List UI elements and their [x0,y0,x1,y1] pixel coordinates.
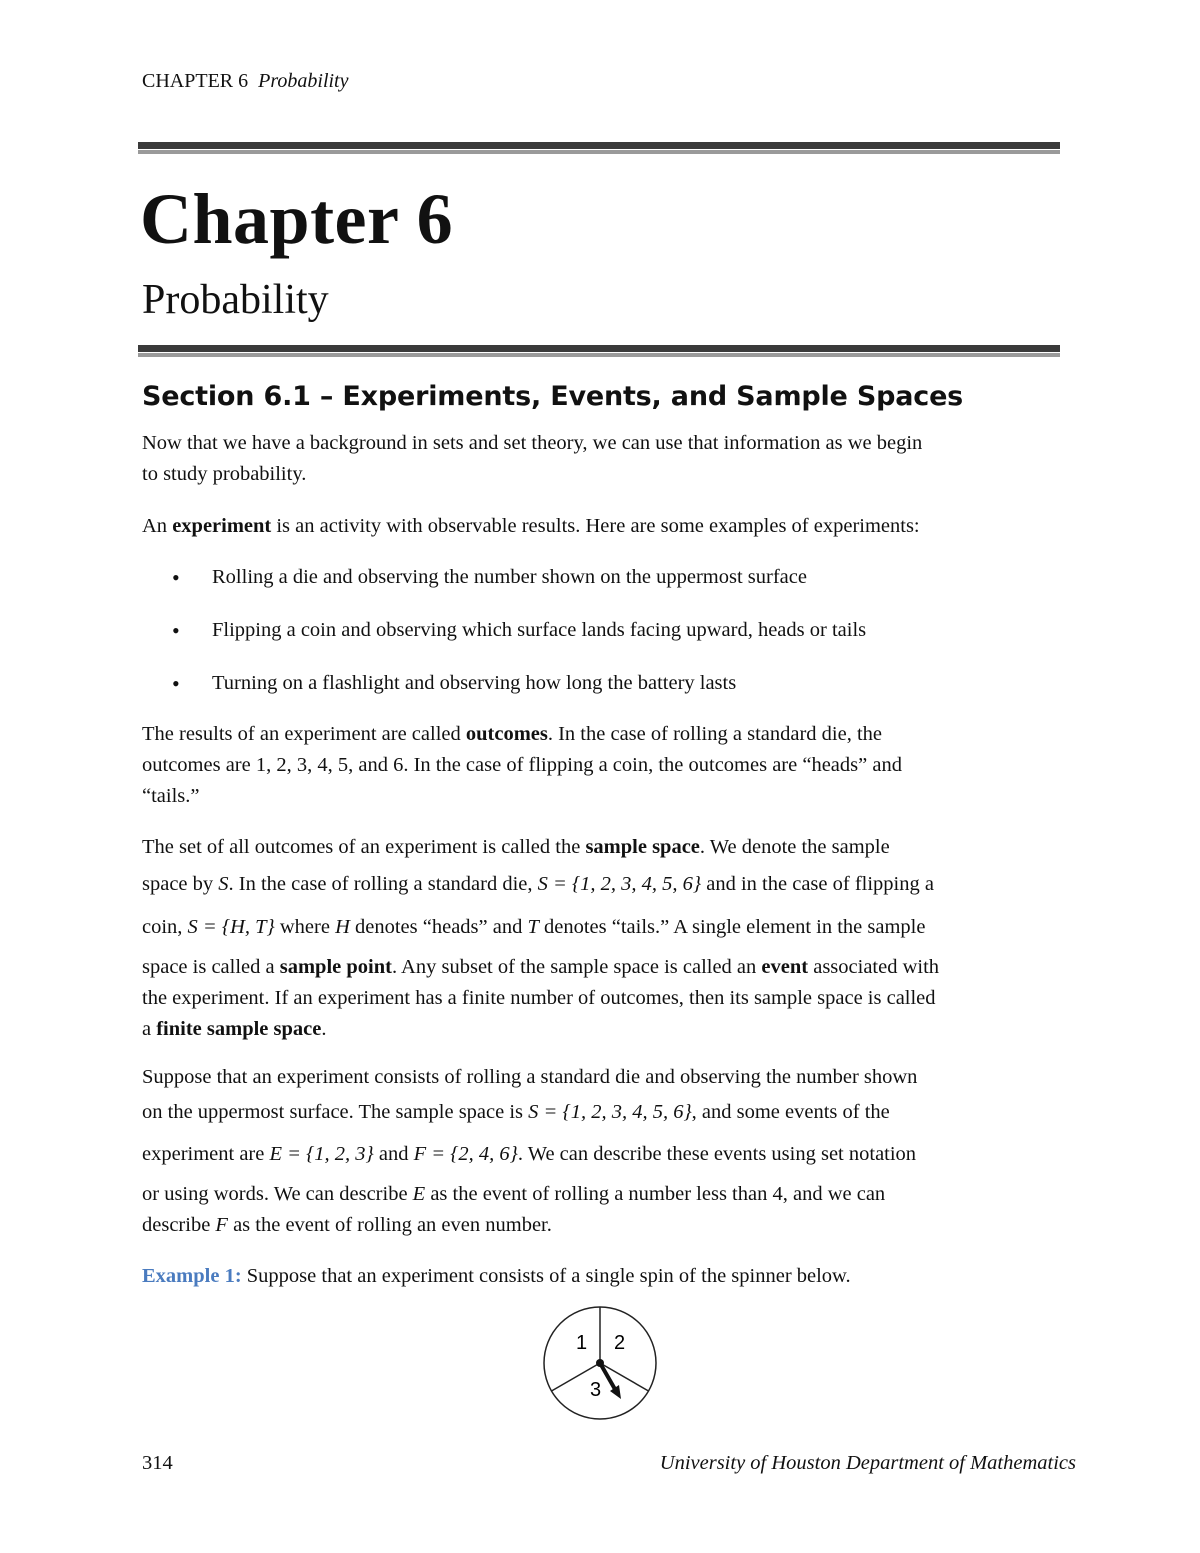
sp-text-7: as the event of rolling a number less than 4, and we can [425,1183,886,1205]
footer-institution: University of Houston Department of Mathematics [659,1452,1076,1474]
bottom-rule [138,345,1060,357]
sp-text-3: experiment are [142,1143,270,1165]
sp-text: on the uppermost surface. The sample space is [142,1101,529,1123]
die-events-line-5 [142,1210,1062,1241]
event-set-e: E = {1, 2, 3} [269,1143,374,1165]
event-term: event [761,956,809,978]
ss-var-s: S [218,873,229,895]
intro-line-1: Now that we have a background in sets and set theory, we can use that information as we begin [142,432,923,454]
outcomes-text-2: . In the case of rolling a standard die, the [547,723,883,745]
ss-text-4: . In the case of rolling a standard die, [228,873,538,895]
ss-var-h: H [335,916,350,938]
outcomes-text: The results of an experiment are called [142,723,466,745]
spinner-label-1: 1 [576,1332,588,1354]
ss-text: The set of all outcomes of an experiment is called the [142,836,586,858]
list-item: • Rolling a die and observing the number shown on the uppermost surface [172,562,866,615]
finite-sample-space-term: finite sample space [156,1018,322,1040]
running-head-topic: Probability [258,70,349,92]
die-events-line-4 [142,1179,1062,1210]
intro-paragraph [142,428,1062,490]
sp-var-f: F [215,1214,228,1236]
die-sample-space-set: S = {1, 2, 3, 4, 5, 6} [537,873,702,895]
ss-text-7: where [274,916,336,938]
top-rule [138,142,1060,154]
ss-text-6: coin, [142,916,188,938]
ss-text-5: and in the case of flipping a [701,873,934,895]
sp-text-8: describe [142,1214,216,1236]
sp-var-e: E [412,1183,426,1205]
experiment-paragraph [142,511,1062,542]
outcomes-line-3: “tails.” [142,785,200,807]
coin-sample-space-set: S = {H, T} [187,916,275,938]
ss-text-12: associated with [808,956,940,978]
intro-line-2: to study probability. [142,463,307,485]
outcomes-term: outcomes [465,723,548,745]
sp-text-4: and [373,1143,414,1165]
experiment-text: An [142,515,173,537]
spinner-label-3: 3 [590,1379,602,1401]
ss-text-14: . [321,1018,327,1040]
sample-space-line-5: the experiment. If an experiment has a finite number of outcomes, then its sample space is called [142,987,936,1009]
chapter-title: Chapter 6 [140,179,454,259]
experiment-examples-list [172,562,866,721]
ss-var-t: T [527,916,539,938]
example-1 [142,1261,1062,1292]
ss-text-10: space is called a [142,956,280,978]
list-item: • Flipping a coin and observing which surface lands facing upward, heads or tails [172,615,866,668]
sp-text-2: , and some events of the [691,1101,890,1123]
sample-space-line-6 [142,1014,1062,1045]
outcomes-line-1 [142,719,1062,750]
running-head [142,70,349,93]
sp-text-5: . We can describe these events using set notation [517,1143,917,1165]
experiment-text-2: is an activity with observable results. Here are some examples of experiments: [271,515,920,537]
spinner-diagram [540,1303,660,1423]
spinner-hub [596,1359,604,1367]
sample-space-line-2 [142,869,1062,912]
example-label: Example 1: [142,1265,242,1287]
event-set-f: F = {2, 4, 6} [413,1143,518,1165]
spinner-label-2: 2 [614,1332,626,1354]
outcomes-line-2: outcomes are 1, 2, 3, 4, 5, and 6. In the case of flipping a coin, the outcomes are “heads” and [142,754,902,776]
sample-space-paragraph [142,832,1062,1045]
die-events-line-2 [142,1097,1062,1139]
sample-space-line-3 [142,912,1062,952]
ss-text-13: a [142,1018,157,1040]
die-events-line-1: Suppose that an experiment consists of rolling a standard die and observing the number shown [142,1066,918,1088]
sample-space-term: sample space [585,836,700,858]
ss-text-11: . Any subset of the sample space is called an [391,956,762,978]
die-events-line-3 [142,1139,1062,1179]
ss-text-9: denotes “tails.” A single element in the sample [538,916,926,938]
ss-text-3: space by [142,873,219,895]
sample-point-term: sample point [279,956,392,978]
chapter-subtitle: Probability [142,277,329,323]
die-events-paragraph [142,1062,1062,1241]
page-number: 314 [142,1452,173,1474]
sample-space-line-1 [142,832,1062,869]
sp-text-6: or using words. We can describe [142,1183,413,1205]
sample-space-line-4 [142,952,1062,983]
die-set-s: S = {1, 2, 3, 4, 5, 6} [528,1101,692,1123]
list-item: • Turning on a flashlight and observing how long the battery lasts [172,668,866,721]
sp-text-9: as the event of rolling an even number. [227,1214,552,1236]
ss-text-2: . We denote the sample [699,836,890,858]
outcomes-paragraph [142,719,1062,812]
running-head-chapter: CHAPTER 6 [142,70,249,92]
section-heading: Section 6.1 – Experiments, Events, and Sample Spaces [142,381,964,412]
example-text: Suppose that an experiment consists of a single spin of the spinner below. [241,1265,851,1287]
ss-text-8: denotes “heads” and [349,916,528,938]
experiment-term: experiment [172,515,272,537]
